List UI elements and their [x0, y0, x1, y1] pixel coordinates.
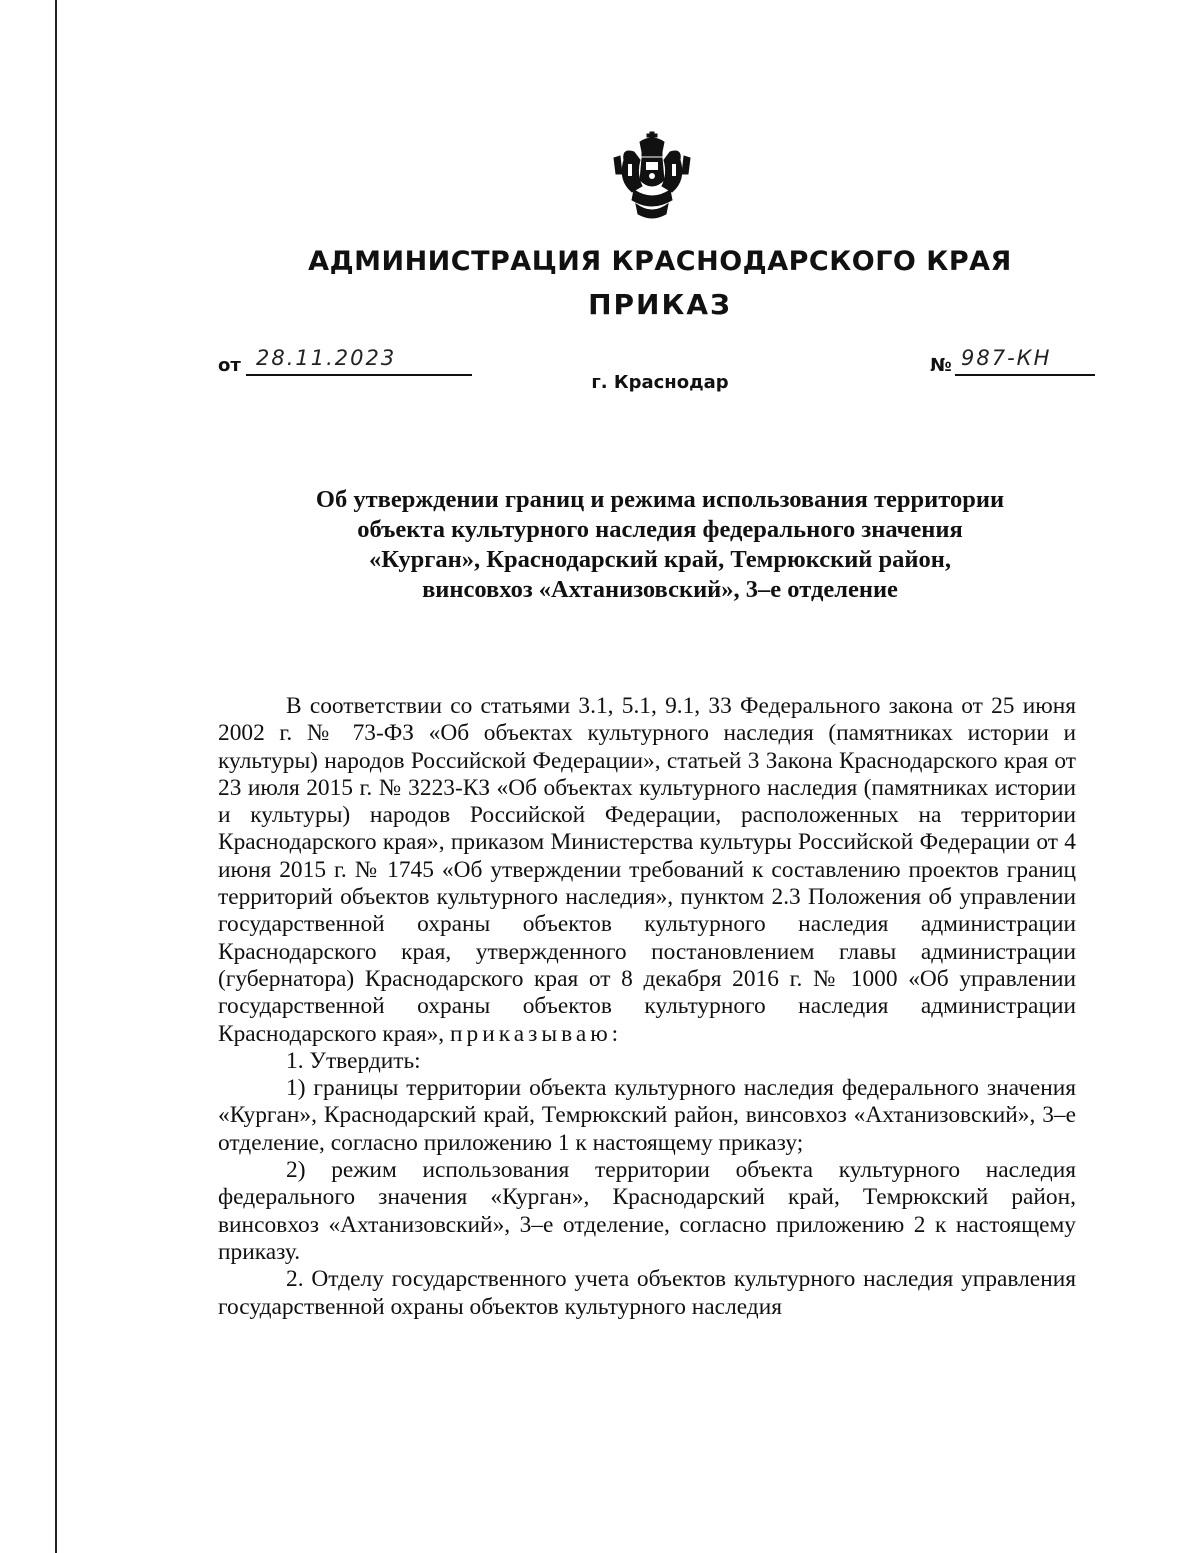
coat-of-arms-emblem — [612, 130, 692, 222]
order-word: приказываю: — [450, 1020, 623, 1047]
city-label: г. Краснодар — [591, 372, 729, 393]
subject-line: Об утверждении границ и режима использования территории — [315, 486, 1005, 513]
document-type-title: ПРИКАЗ — [588, 288, 732, 321]
item-1: 1. Утвердить: — [286, 1047, 421, 1074]
scan-edge-line — [55, 0, 57, 1553]
subject-line: объекта культурного наследия федерального значения — [357, 516, 963, 543]
number-field — [955, 346, 1095, 376]
number-label: № — [930, 355, 952, 376]
handwritten-number: 987-КН — [961, 346, 1052, 370]
preamble-text: В соответствии со статьями 3.1, 5.1, 9.1, 33 Федерального закона от 25 июня 2002 г. № 73-ФЗ «Об объектах культурного наследия (памятниках истории и культуры) народов Российской Федерации», статьей 3 Закона Краснодарского края от 23 июля 2015 г. № 3223-КЗ «Об объектах культурного наследия (памятниках истории и культуры) народов Российской Федерации, расположенных на территории Краснодарского края», приказом Министерства культуры Российской Федерации от 4 июня 2015 г. № 1745 «Об утверждении требований к составлению проектов границ территорий объектов культурного наследия», пунктом 2.3 Положения об управлении государственной охраны объектов культурного наследия администрации Краснодарского края, утвержденного постановлением главы администрации (губернатора) Краснодарского края от 8 декабря 2016 г. № 1000 «Об управлении государственной охраны объектов культурного наследия администрации Краснодарского края», — [218, 693, 1076, 1047]
subject-line: винсовхоз «Ахтанизовский», 3–е отделение — [422, 576, 898, 603]
preamble-paragraph — [218, 693, 1076, 1048]
organization-title: АДМИНИСТРАЦИЯ КРАСНОДАРСКОГО КРАЯ — [308, 246, 1012, 277]
item-2: 2. Отделу государственного учета объектов культурного наследия управления государственной охраны объектов культурного наследия — [218, 1266, 1076, 1320]
item-1-1: 1) границы территории объекта культурного наследия федерального значения «Курган», Краснодарский край, Темрюкский район, винсовхоз «Ахтанизовский», 3–е отделение, согласно приложению 1 к настоящему приказу; — [218, 1075, 1076, 1156]
order-subject — [230, 485, 1090, 605]
order-body — [218, 693, 1076, 1321]
item-1-2: 2) режим использования территории объекта культурного наследия федерального значения «Курган», Краснодарский край, Темрюкский район, винсовхоз «Ахтанизовский», 3–е отделение, согласно приложению 2 к настоящему приказу. — [218, 1157, 1076, 1265]
subject-line: «Курган», Краснодарский край, Темрюкский район, — [368, 546, 952, 573]
handwritten-date: 28.11.2023 — [256, 346, 397, 370]
date-label: от — [218, 355, 241, 376]
